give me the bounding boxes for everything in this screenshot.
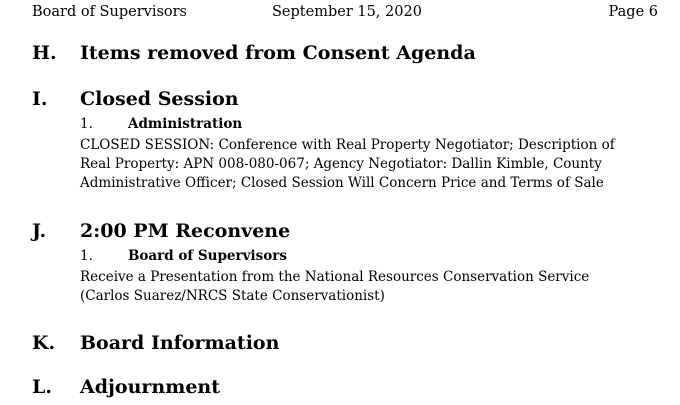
section-h (32, 42, 652, 68)
section-letter: L. (32, 376, 52, 398)
section-letter: H. (32, 42, 57, 64)
section-heading (32, 42, 652, 68)
header-date: September 15, 2020 (272, 4, 422, 20)
header-page-number: Page 6 (608, 4, 658, 20)
section-j (32, 220, 652, 306)
section-letter: I. (32, 88, 48, 110)
section-i (32, 88, 652, 193)
section-heading (32, 88, 652, 114)
section-letter: K. (32, 332, 56, 354)
section-title: Adjournment (80, 376, 220, 398)
section-title: Board Information (80, 332, 280, 354)
item-description: Receive a Presentation from the National Resources Conservation Service (Carlos Suarez/NRCS State Conservationist) (80, 269, 590, 304)
page-header (32, 4, 658, 24)
agenda-item (80, 114, 652, 136)
section-heading (32, 220, 652, 246)
section-l (32, 376, 652, 402)
agenda-item (80, 246, 652, 268)
section-title: Items removed from Consent Agenda (80, 42, 476, 64)
item-title: Administration (128, 116, 243, 132)
item-number: 1. (80, 116, 93, 132)
item-description: CLOSED SESSION: Conference with Real Property Negotiator; Description of Real Property: APN 008-080-067; Agency Negotiator: Dallin Kimble, County Administrative Officer; Closed Session Will Concern Price and Terms of Sale (80, 137, 615, 191)
header-board-name: Board of Supervisors (32, 4, 187, 20)
section-title: Closed Session (80, 88, 239, 110)
section-heading (32, 376, 652, 402)
item-title: Board of Supervisors (128, 248, 287, 264)
section-letter: J. (32, 220, 47, 242)
section-title: 2:00 PM Reconvene (80, 220, 291, 242)
item-number: 1. (80, 248, 93, 264)
section-heading (32, 332, 652, 358)
section-k (32, 332, 652, 358)
